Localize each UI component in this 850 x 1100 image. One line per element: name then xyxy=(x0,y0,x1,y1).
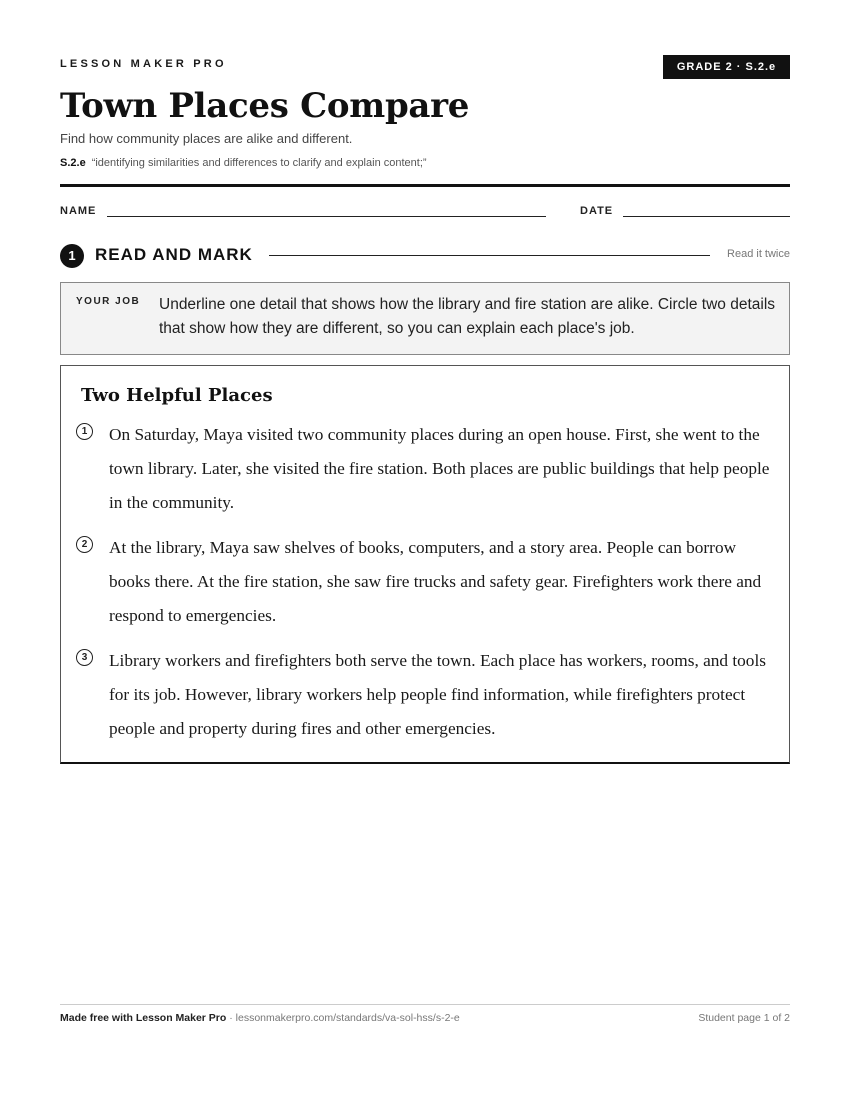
standard-text: “identifying similarities and differences to clarify and explain content;” xyxy=(91,157,427,169)
paragraph-text: Library workers and firefighters both serve the town. Each place has workers, rooms, and tools for its job. However, library workers help people find information, while firefighters protect people and property during fires and other emergencies. xyxy=(109,651,766,738)
paragraph-text: At the library, Maya saw shelves of books, computers, and a story area. People can borrow books there. At the fire station, she saw fire trucks and safety gear. Firefighters work there and respond to emergencies. xyxy=(109,538,762,625)
paragraph-number: 3 xyxy=(76,649,93,666)
page-subtitle: Find how community places are alike and different. xyxy=(60,131,353,146)
paragraph-number: 1 xyxy=(76,423,93,440)
standard-code: S.2.e xyxy=(60,157,86,169)
footer-url[interactable]: lessonmakerpro.com/standards/va-sol-hss/s-2-e xyxy=(235,1012,460,1024)
footer-made: Made free with Lesson Maker Pro xyxy=(60,1012,227,1024)
section-title: READ AND MARK xyxy=(95,245,253,264)
instruction-label: YOUR JOB xyxy=(76,296,141,307)
reading-passage xyxy=(60,365,790,764)
instruction-text: Underline one detail that shows how the library and fire station are alike. Circle two details that show how they are different, so you can explain each place's job. xyxy=(159,296,776,337)
standard-line xyxy=(60,157,427,169)
paragraph-number: 2 xyxy=(76,536,93,553)
section-header xyxy=(60,243,790,267)
name-date-row xyxy=(60,205,790,225)
grade-badge: GRADE 2 · S.2.e xyxy=(663,55,790,79)
name-label: NAME xyxy=(60,205,97,217)
section-rule xyxy=(269,255,710,256)
footer-divider xyxy=(60,1004,790,1005)
section-note: Read it twice xyxy=(727,248,790,260)
instruction-box xyxy=(60,282,790,355)
name-field[interactable] xyxy=(107,216,546,217)
date-label: DATE xyxy=(580,205,614,217)
header-divider xyxy=(60,184,790,187)
footer-page-number: Student page 1 of 2 xyxy=(698,1012,790,1024)
brand-name: LESSON MAKER PRO xyxy=(60,58,227,70)
date-field[interactable] xyxy=(623,216,790,217)
step-number-badge: 1 xyxy=(60,244,84,268)
page-title: Town Places Compare xyxy=(60,86,470,126)
paragraph-text: On Saturday, Maya visited two community places during an open house. First, she went to the town library. Later, she visited the fire station. Both places are public buildings that help people in the community. xyxy=(109,425,770,512)
passage-title: Two Helpful Places xyxy=(81,385,273,406)
footer-separator: · xyxy=(226,1012,236,1024)
footer-credit xyxy=(60,1012,460,1024)
